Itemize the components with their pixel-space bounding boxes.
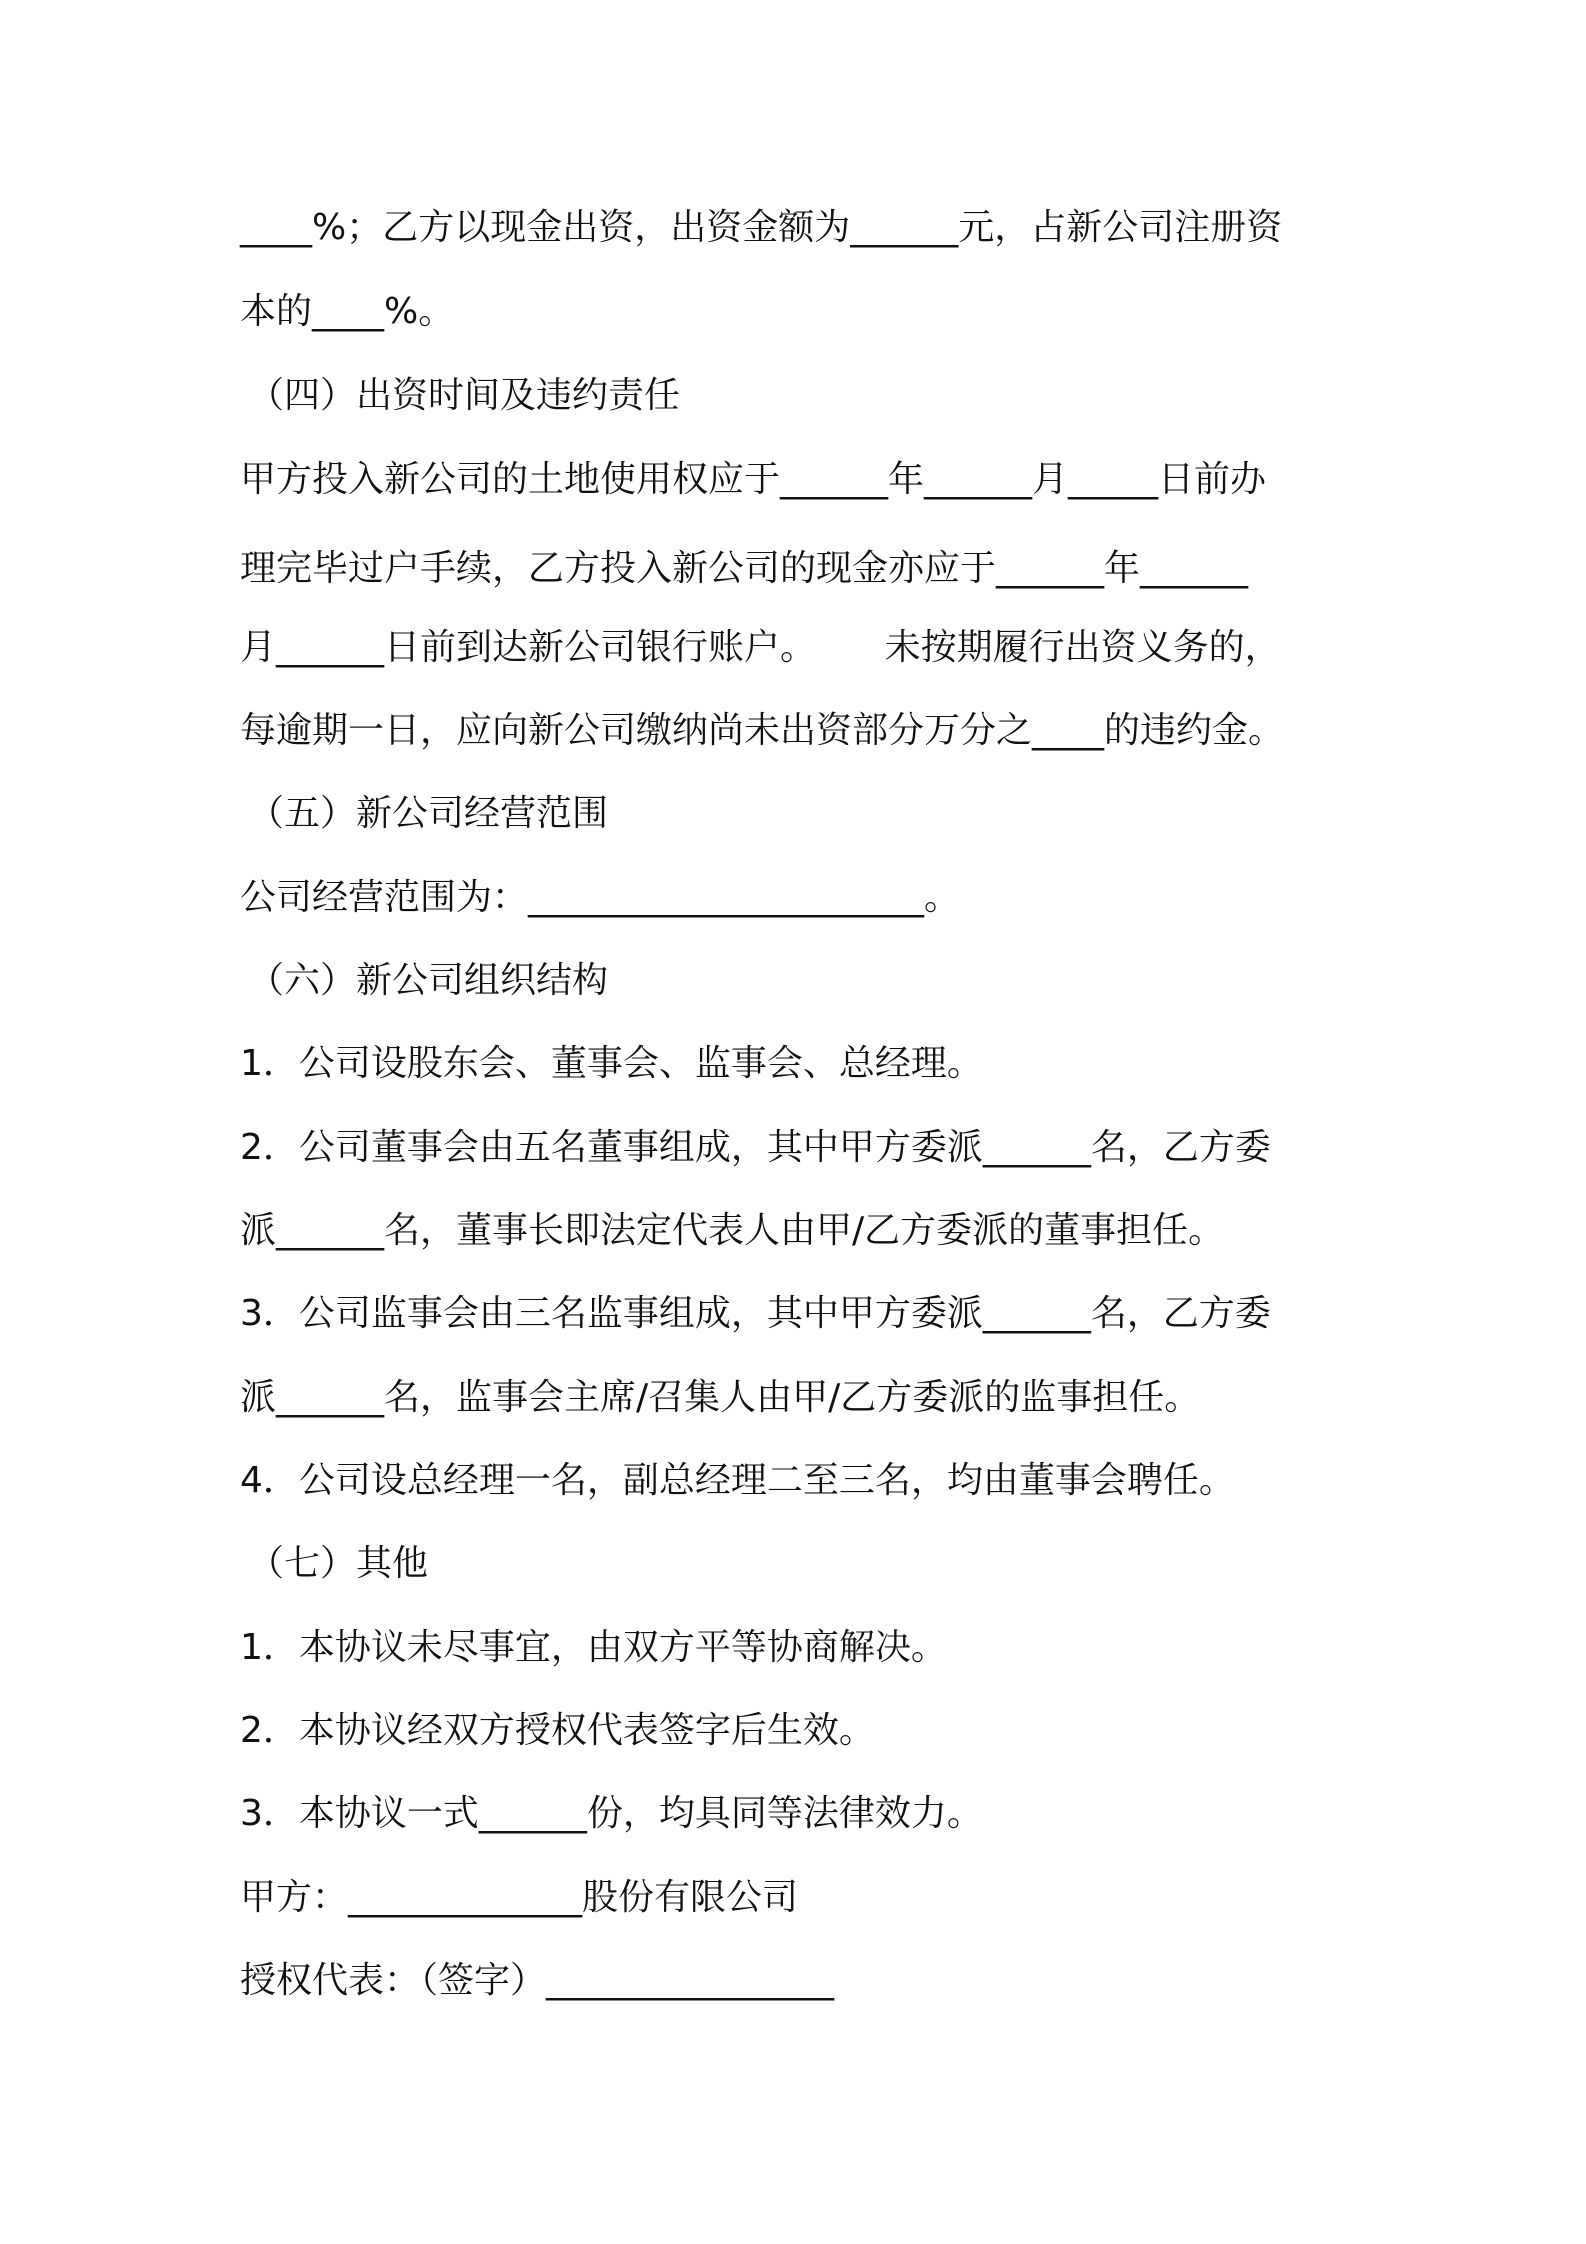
text-line: ____%；乙方以现金出资，出资金额为______元，占新公司注册资 [240, 207, 1283, 248]
list-item: 1．本协议未尽事宜，由双方平等协商解决。 [240, 1627, 947, 1668]
section-heading: （四）出资时间及违约责任 [248, 375, 681, 416]
list-item: 1．公司设股东会、董事会、监事会、总经理。 [240, 1043, 983, 1084]
signature-line: 授权代表：（签字）________________ [240, 1960, 835, 2001]
list-item: 3．本协议一式______份，均具同等法律效力。 [240, 1793, 983, 1834]
text-line: 派______名，监事会主席/召集人由甲/乙方委派的监事担任。 [240, 1377, 1201, 1418]
text-line: 理完毕过户手续，乙方投入新公司的现金亦应于______年______ [240, 548, 1249, 589]
section-heading: （七）其他 [248, 1543, 429, 1584]
party-a-line: 甲方：_____________股份有限公司 [240, 1877, 799, 1918]
section-heading: （六）新公司组织结构 [248, 960, 609, 1001]
list-item: 2．本协议经双方授权代表签字后生效。 [240, 1710, 875, 1751]
text-line: 月______日前到达新公司银行账户。 未按期履行出资义务的， [240, 627, 1281, 668]
text-line: 公司经营范围为：______________________。 [240, 877, 961, 918]
text-line: 派______名，董事长即法定代表人由甲/乙方委派的董事担任。 [240, 1210, 1225, 1251]
list-item: 4．公司设总经理一名，副总经理二至三名，均由董事会聘任。 [240, 1460, 1235, 1501]
text-line: 本的____%。 [240, 291, 455, 332]
list-item: 3．公司监事会由三名监事组成，其中甲方委派______名，乙方委 [240, 1293, 1271, 1334]
text-line: 甲方投入新公司的土地使用权应于______年______月_____日前办 [240, 459, 1267, 500]
list-item: 2．公司董事会由五名董事组成，其中甲方委派______名，乙方委 [240, 1127, 1271, 1168]
section-heading: （五）新公司经营范围 [248, 793, 609, 834]
text-line: 每逾期一日，应向新公司缴纳尚未出资部分万分之____的违约金。 [240, 710, 1285, 751]
